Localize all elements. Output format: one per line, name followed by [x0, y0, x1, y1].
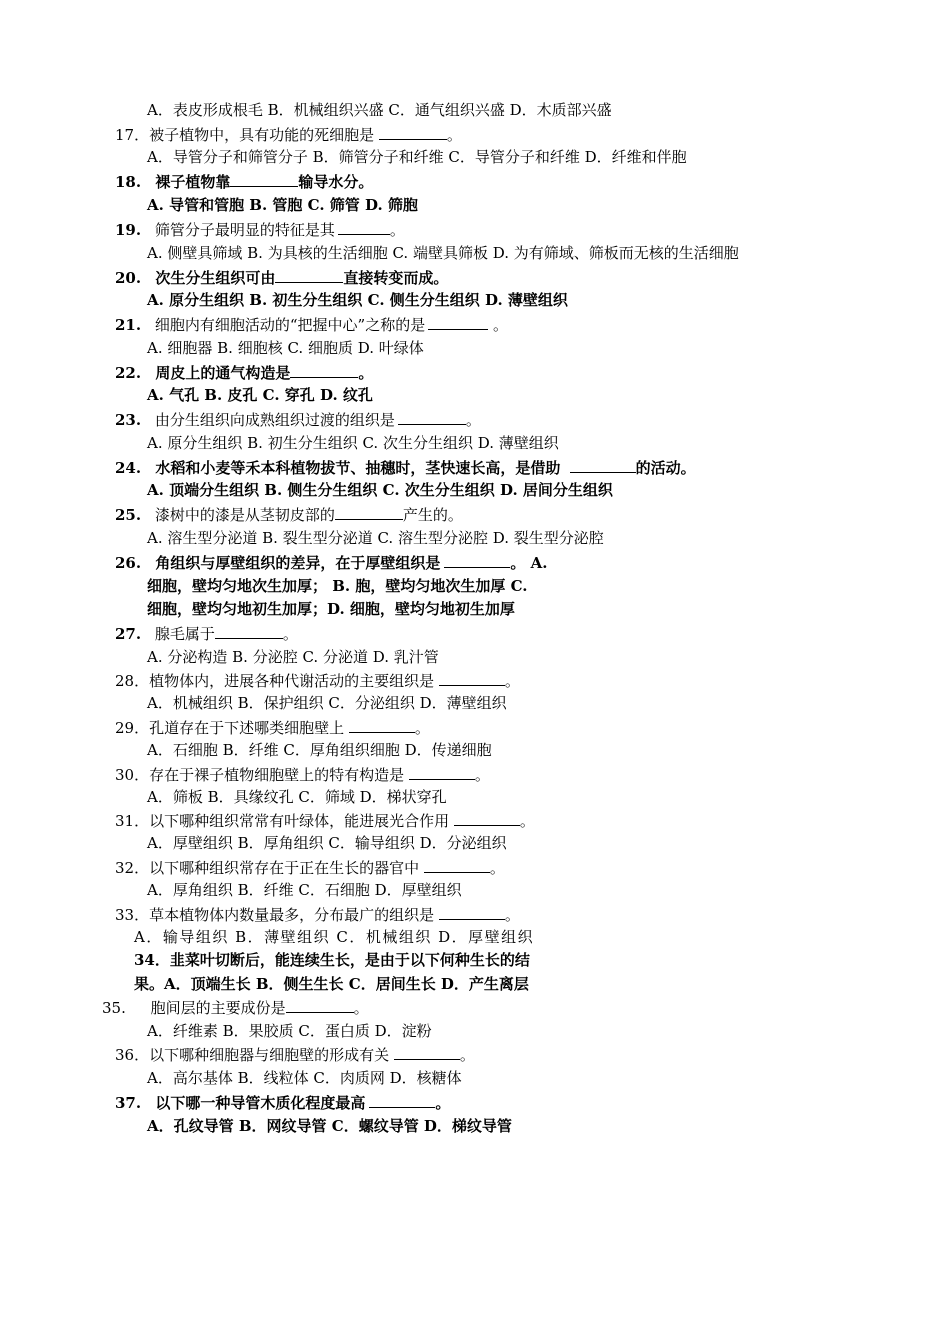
q29-options: A．石细胞 B．纤维 C．厚角组织细胞 D．传递细胞	[147, 741, 492, 759]
q16-options: A．表皮形成根毛 B．机械组织兴盛 C．通气组织兴盛 D．木质部兴盛	[147, 101, 612, 119]
q31-stem	[115, 810, 535, 831]
q28-stem	[115, 670, 520, 691]
q29-text: 孔道存在于下述哪类细胞壁上	[149, 719, 345, 737]
q22-blank	[290, 362, 358, 378]
q18-text-end: 输导水分。	[298, 173, 374, 191]
q24-number: 24.	[115, 459, 142, 477]
q18-stem	[115, 171, 373, 192]
q30-blank	[409, 764, 475, 780]
q25-stem	[115, 504, 463, 525]
q37-options: A．孔纹导管 B．网纹导管 C．螺纹导管 D．梯纹导管	[147, 1117, 512, 1135]
q33-text-end: 。	[504, 906, 520, 924]
q21-text: 细胞内有细胞活动的“把握中心”之称的是	[154, 316, 426, 334]
q34-line2: 果。A．顶端生长 B．侧生生长 C．居间生长 D．产生离层	[134, 975, 529, 993]
q37-stem	[115, 1092, 450, 1113]
q26-text-end: 。 A.	[510, 554, 548, 572]
q37-text: 以下哪一种导管木质化程度最高	[155, 1094, 366, 1112]
q31-blank	[454, 810, 520, 826]
q30-stem	[115, 764, 490, 785]
q31-number: 31．	[115, 812, 150, 830]
q17-stem	[115, 124, 462, 145]
q30-options: A．筛板 B．具缘纹孔 C．筛域 D．梯状穿孔	[147, 788, 447, 806]
q28-options: A．机械组织 B．保护组织 C．分泌组织 D．薄壁组织	[147, 694, 507, 712]
q30-text: 存在于裸子植物细胞壁上的特有构造是	[149, 766, 405, 784]
q22-options: A. 气孔 B. 皮孔 C. 穿孔 D. 纹孔	[147, 386, 373, 404]
q29-number: 29．	[115, 719, 150, 737]
q25-blank	[335, 504, 403, 520]
q26-blank	[444, 552, 510, 568]
q19-stem	[115, 219, 405, 240]
q23-options: A. 原分生组织 B. 初生分生组织 C. 次生分生组织 D. 薄壁组织	[147, 434, 559, 452]
q28-blank	[439, 670, 505, 686]
q20-options: A. 原分生组织 B. 初生分生组织 C. 侧生分生组织 D. 薄壁组织	[147, 291, 568, 309]
q22-text-end: 。	[358, 364, 374, 382]
q22-stem	[115, 362, 373, 383]
q33-stem	[115, 904, 520, 925]
q19-text-end: 。	[389, 221, 405, 239]
q29-text-end: 。	[414, 719, 430, 737]
q33-options: A．输导组织 B．薄壁组织 C．机械组织 D．厚壁组织	[134, 928, 535, 946]
q24-stem	[115, 457, 696, 478]
q27-text-end: 。	[282, 625, 298, 643]
q33-text: 草本植物体内数量最多，分布最广的组织是	[149, 906, 435, 924]
q37-blank	[369, 1092, 435, 1108]
q35-text-end: 。	[353, 999, 369, 1017]
q35-options: A．纤维素 B．果胶质 C．蛋白质 D．淀粉	[147, 1022, 432, 1040]
q29-blank	[349, 717, 415, 733]
q25-number: 25.	[115, 506, 142, 524]
q19-options: A. 侧壁具筛域 B. 为具核的生活细胞 C. 端壁具筛板 D. 为有筛域、筛板而无核的生活细胞	[147, 244, 739, 262]
q31-text-end: 。	[519, 812, 535, 830]
q17-blank	[379, 124, 447, 140]
q23-text-end: 。	[465, 411, 481, 429]
q20-blank	[275, 267, 343, 283]
q37-number: 37.	[115, 1094, 142, 1112]
q22-number: 22.	[115, 364, 142, 382]
q26-text: 角组织与厚壁组织的差异，在于厚壁组织是	[155, 554, 441, 572]
q30-number: 30．	[115, 766, 150, 784]
q17-options: A．导管分子和筛管分子 B．筛管分子和纤维 C．导管分子和纤维 D．纤维和伴胞	[147, 148, 687, 166]
q24-text: 水稻和小麦等禾本科植物拔节、抽穗时，茎快速长高，是借助	[155, 459, 566, 477]
q37-text-end: 。	[435, 1094, 451, 1112]
q36-options: A．高尔基体 B．线粒体 C．肉质网 D．核糖体	[147, 1069, 462, 1087]
q34-line1: 34．韭菜叶切断后，能连续生长，是由于以下何种生长的结	[134, 951, 530, 969]
q35-blank	[286, 997, 354, 1013]
q23-stem	[115, 409, 481, 430]
q18-options: A. 导管和管胞 B. 管胞 C. 筛管 D. 筛胞	[147, 196, 418, 214]
q31-options: A．厚壁组织 B．厚角组织 C．输导组织 D．分泌组织	[147, 834, 507, 852]
q36-number: 36．	[115, 1046, 150, 1064]
q19-text: 筛管分子最明显的特征是其	[154, 221, 335, 239]
q20-text: 次生分生组织可由	[155, 269, 276, 287]
q35-number: 35.	[102, 999, 126, 1017]
q19-number: 19.	[115, 221, 142, 239]
q25-text-end: 产生的。	[402, 506, 463, 524]
q32-stem	[115, 857, 505, 878]
q20-text-end: 直接转变而成。	[343, 269, 449, 287]
q23-number: 23.	[115, 411, 142, 429]
q27-text: 腺毛属于	[154, 625, 215, 643]
q25-options: A. 溶生型分泌道 B. 裂生型分泌道 C. 溶生型分泌腔 D. 裂生型分泌腔	[147, 529, 604, 547]
q18-number: 18.	[115, 173, 142, 191]
q32-text: 以下哪种组织常存在于正在生长的器官中	[149, 859, 420, 877]
q24-options: A. 顶端分生组织 B. 侧生分生组织 C. 次生分生组织 D. 居间分生组织	[147, 481, 613, 499]
q27-options: A. 分泌构造 B. 分泌腔 C. 分泌道 D. 乳汁管	[147, 648, 439, 666]
q27-blank	[215, 623, 283, 639]
q35-stem	[102, 997, 369, 1018]
q20-number: 20.	[115, 269, 142, 287]
q35-text: 胞间层的主要成份是	[150, 999, 286, 1017]
q21-text-end: 。	[488, 316, 509, 334]
q21-stem	[115, 314, 508, 335]
q33-blank	[439, 904, 505, 920]
q26-stem	[115, 552, 547, 573]
q28-text-end: 。	[504, 672, 520, 690]
q32-text-end: 。	[489, 859, 505, 877]
q24-text-end: 的活动。	[635, 459, 696, 477]
q18-text: 裸子植物靠	[155, 173, 231, 191]
q29-stem	[115, 717, 430, 738]
q26-line2: 细胞，壁均匀地次生加厚； B. 胞，壁均匀地次生加厚 C.	[147, 577, 528, 595]
q23-text: 由分生组织向成熟组织过渡的组织是	[154, 411, 395, 429]
q22-text: 周皮上的通气构造是	[155, 364, 291, 382]
q25-text: 漆树中的漆是从茎韧皮部的	[154, 506, 335, 524]
q32-blank	[424, 857, 490, 873]
q30-text-end: 。	[474, 766, 490, 784]
q21-number: 21.	[115, 316, 142, 334]
q33-number: 33．	[115, 906, 150, 924]
q32-options: A．厚角组织 B．纤维 C．石细胞 D．厚壁组织	[147, 881, 462, 899]
q21-options: A. 细胞器 B. 细胞核 C. 细胞质 D. 叶绿体	[147, 339, 424, 357]
q21-blank	[428, 314, 488, 330]
q23-blank	[398, 409, 466, 425]
q17-text-end: 。	[446, 126, 462, 144]
q19-blank	[338, 219, 390, 235]
q17-number: 17．	[115, 126, 150, 144]
q20-stem	[115, 267, 448, 288]
q26-number: 26.	[115, 554, 142, 572]
q31-text: 以下哪种组织常常有叶绿体，能进展光合作用	[149, 812, 450, 830]
q27-stem	[115, 623, 298, 644]
q26-line3: 细胞，壁均匀地初生加厚；D. 细胞，壁均匀地初生加厚	[147, 600, 515, 618]
q32-number: 32．	[115, 859, 150, 877]
q36-stem	[115, 1044, 475, 1065]
q36-text-end: 。	[459, 1046, 475, 1064]
q24-blank	[570, 457, 636, 473]
q36-text: 以下哪种细胞器与细胞壁的形成有关	[149, 1046, 390, 1064]
q28-text: 植物体内，进展各种代谢活动的主要组织是	[149, 672, 435, 690]
q28-number: 28．	[115, 672, 150, 690]
q17-text: 被子植物中，具有功能的死细胞是	[149, 126, 375, 144]
q18-blank	[230, 171, 298, 187]
q36-blank	[394, 1044, 460, 1060]
q27-number: 27.	[115, 625, 142, 643]
